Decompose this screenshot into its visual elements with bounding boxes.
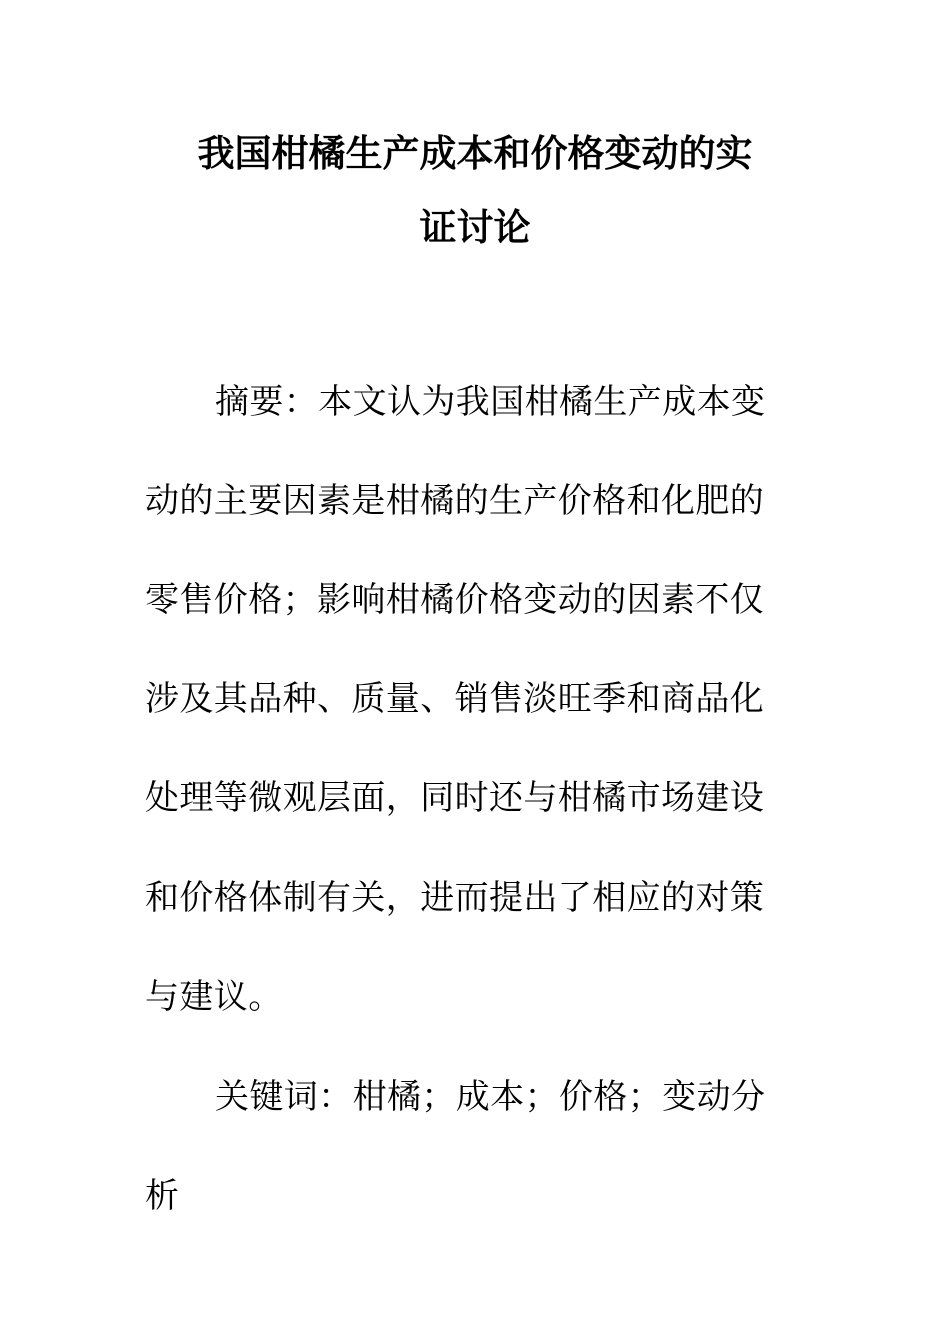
- abstract-line-6: 和价格体制有关，进而提出了相应的对策: [145, 878, 765, 918]
- abstract-line-2: 动的主要因素是柑橘的生产价格和化肥的: [145, 481, 765, 521]
- document-title-line-1: 我国柑橘生产成本和价格变动的实: [197, 131, 753, 175]
- keywords-line-2: 析: [145, 1176, 180, 1216]
- abstract-line-5: 处理等微观层面，同时还与柑橘市场建设: [145, 778, 765, 818]
- abstract-line-3: 零售价格；影响柑橘价格变动的因素不仅: [145, 580, 765, 620]
- document-title-line-2: 证讨论: [419, 205, 531, 249]
- abstract-line-7: 与建议。: [145, 977, 283, 1017]
- keywords-line-1: 关键词：柑橘；成本；价格；变动分: [215, 1077, 766, 1117]
- abstract-line-4: 涉及其品种、质量、销售淡旺季和商品化: [145, 679, 765, 719]
- abstract-line-1: 摘要：本文认为我国柑橘生产成本变: [215, 382, 766, 422]
